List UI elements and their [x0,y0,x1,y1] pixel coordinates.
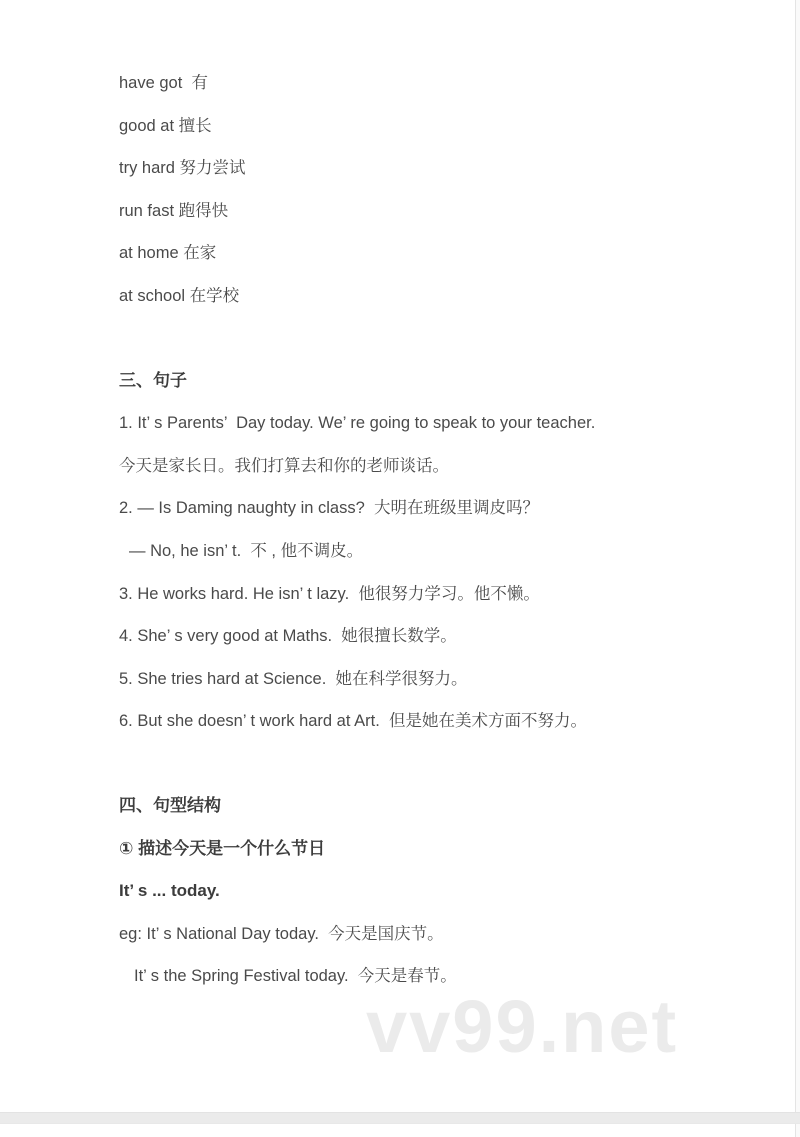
section-heading-sentences: 三、句子 [119,370,187,390]
sentence-line: 6. But she doesn’ t work hard at Art. 但是她在美术方面不努力。 [119,712,587,731]
pattern-example-line: It’ s the Spring Festival today. 今天是春节。 [134,967,457,986]
pattern-subheading: ① 描述今天是一个什么节日 [119,838,326,858]
page-gap-separator [0,1112,800,1124]
sentence-line: 4. She’ s very good at Maths. 她很擅长数学。 [119,627,457,646]
sentence-line: 5. She tries hard at Science. 她在科学很努力。 [119,669,468,688]
notes-content [119,62,770,998]
sentence-line: 2. — Is Daming naughty in class? 大明在班级里调皮吗？ [119,499,539,518]
sentence-reply-line: — No, he isn’ t. 不 , 他不调皮。 [129,541,364,560]
page-right-margin-strip [796,0,800,1137]
phrase-line: at school 在学校 [119,286,240,305]
phrase-line: at home 在家 [119,244,217,263]
sentence-line: 3. He works hard. He isn’ t lazy. 他很努力学习。他不懒。 [119,584,540,603]
page-right-edge-line [795,0,796,1137]
section-heading-patterns: 四、句型结构 [119,795,221,815]
sentence-translation-line: 今天是家长日。我们打算去和你的老师谈话。 [119,456,449,475]
phrase-line: good at 擅长 [119,116,212,135]
pattern-formula: It’ s ... today. [119,881,220,901]
phrase-line: try hard 努力尝试 [119,159,246,178]
pattern-example-line: eg: It’ s National Day today. 今天是国庆节。 [119,924,444,943]
watermark: vv99.net [366,985,679,1068]
phrase-line: have got 有 [119,74,208,92]
sentence-line: 1. It’ s Parents’ Day today. We’ re going to speak to your teacher. [119,414,596,433]
phrase-line: run fast 跑得快 [119,201,229,220]
